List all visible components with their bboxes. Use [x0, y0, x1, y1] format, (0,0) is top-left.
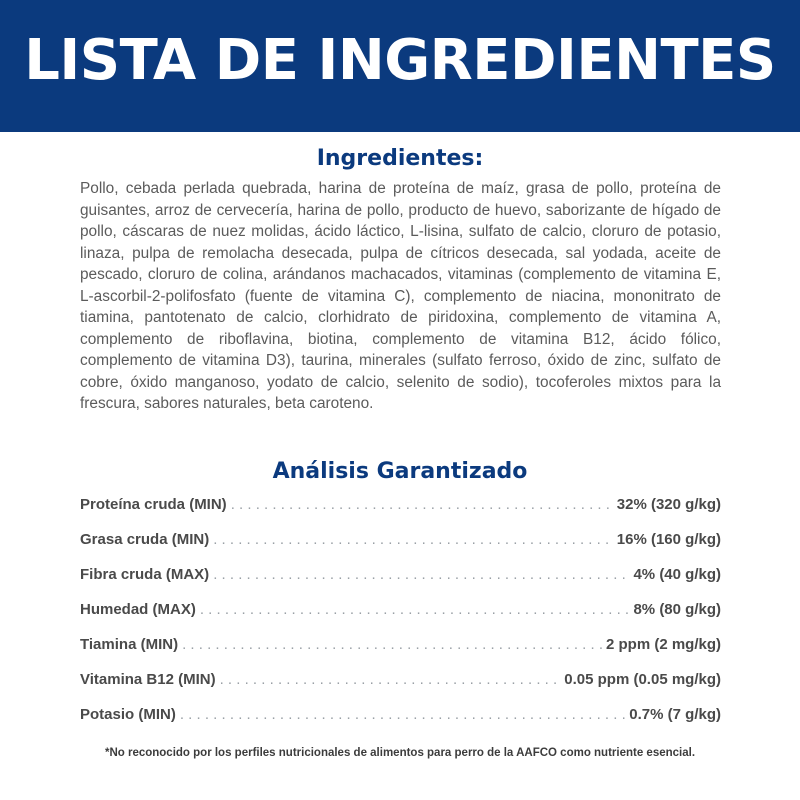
- analysis-nutrient-label: Tiamina (MIN): [80, 636, 179, 653]
- analysis-nutrient-label: Humedad (MAX): [80, 601, 196, 618]
- dot-leader: [213, 566, 629, 583]
- analysis-value: 0.7% (7 g/kg): [629, 706, 721, 723]
- analysis-row-crude-fat: [80, 531, 721, 566]
- analysis-value: 4% (40 g/kg): [633, 566, 721, 583]
- analysis-nutrient-label: Proteína cruda (MIN): [80, 496, 227, 513]
- analysis-row-moisture: [80, 601, 721, 636]
- footnote: *No reconocido por los perfiles nutricionales de alimentos para perro de la AAFCO como nutriente esencial.: [104, 747, 696, 759]
- page-title: LISTA DE INGREDIENTES: [24, 27, 776, 93]
- ingredients-heading: Ingredientes:: [316, 146, 484, 171]
- ingredients-list: Pollo, cebada perlada quebrada, harina de proteína de maíz, grasa de pollo, proteína de guisantes, arroz de cervecería, harina de pollo, producto de huevo, saborizante de hígado de pollo, cáscaras de nuez molidas, ácido láctico, L-lisina, sulfato de calcio, cloruro de potasio, linaza, pulpa de remolacha desecada, pulpa de cítricos desecada, sal yodada, aceite de pescado, cloruro de colina, arándanos machacados, vitaminas (complemento de vitamina E, L-ascorbil-2-polifosfato (fuente de vitamina C), complemento de niacina, mononitrato de tiamina, pantotenato de calcio, clorhidrato de piridoxina, complemento de vitamina A, complemento de riboflavina, biotina, complemento de vitamina B12, ácido fólico, complemento de vitamina D3), taurina, minerales (sulfato ferroso, óxido de zinc, sulfato de cobre, óxido manganoso, yodato de calcio, selenito de sodio), tocoferoles mixtos para la frescura, sabores naturales, beta caroteno.: [80, 180, 721, 412]
- analysis-nutrient-label: Grasa cruda (MIN): [80, 531, 210, 548]
- dot-leader: [182, 636, 602, 653]
- analysis-value: 8% (80 g/kg): [633, 601, 721, 618]
- analysis-nutrient-label: Vitamina B12 (MIN): [80, 671, 216, 688]
- analysis-value: 16% (160 g/kg): [616, 531, 721, 548]
- dot-leader: [200, 601, 630, 618]
- analysis-row-thiamine: [80, 636, 721, 671]
- dot-leader: [180, 706, 625, 723]
- dot-leader: [213, 531, 613, 548]
- dot-leader: [220, 671, 561, 688]
- title-banner: [0, 0, 800, 132]
- analysis-row-potassium: [80, 706, 721, 741]
- analysis-nutrient-label: Potasio (MIN): [80, 706, 176, 723]
- analysis-row-crude-fiber: [80, 566, 721, 601]
- analysis-row-crude-protein: [80, 496, 721, 531]
- analysis-value: 2 ppm (2 mg/kg): [605, 636, 721, 653]
- analysis-nutrient-label: Fibra cruda (MAX): [80, 566, 210, 583]
- dot-leader: [231, 496, 613, 513]
- analysis-value: 32% (320 g/kg): [616, 496, 721, 513]
- guaranteed-analysis-table: [80, 496, 721, 741]
- guaranteed-analysis-heading: Análisis Garantizado: [272, 459, 528, 484]
- analysis-value: 0.05 ppm (0.05 mg/kg): [564, 671, 721, 688]
- analysis-row-vitamin-b12: [80, 671, 721, 706]
